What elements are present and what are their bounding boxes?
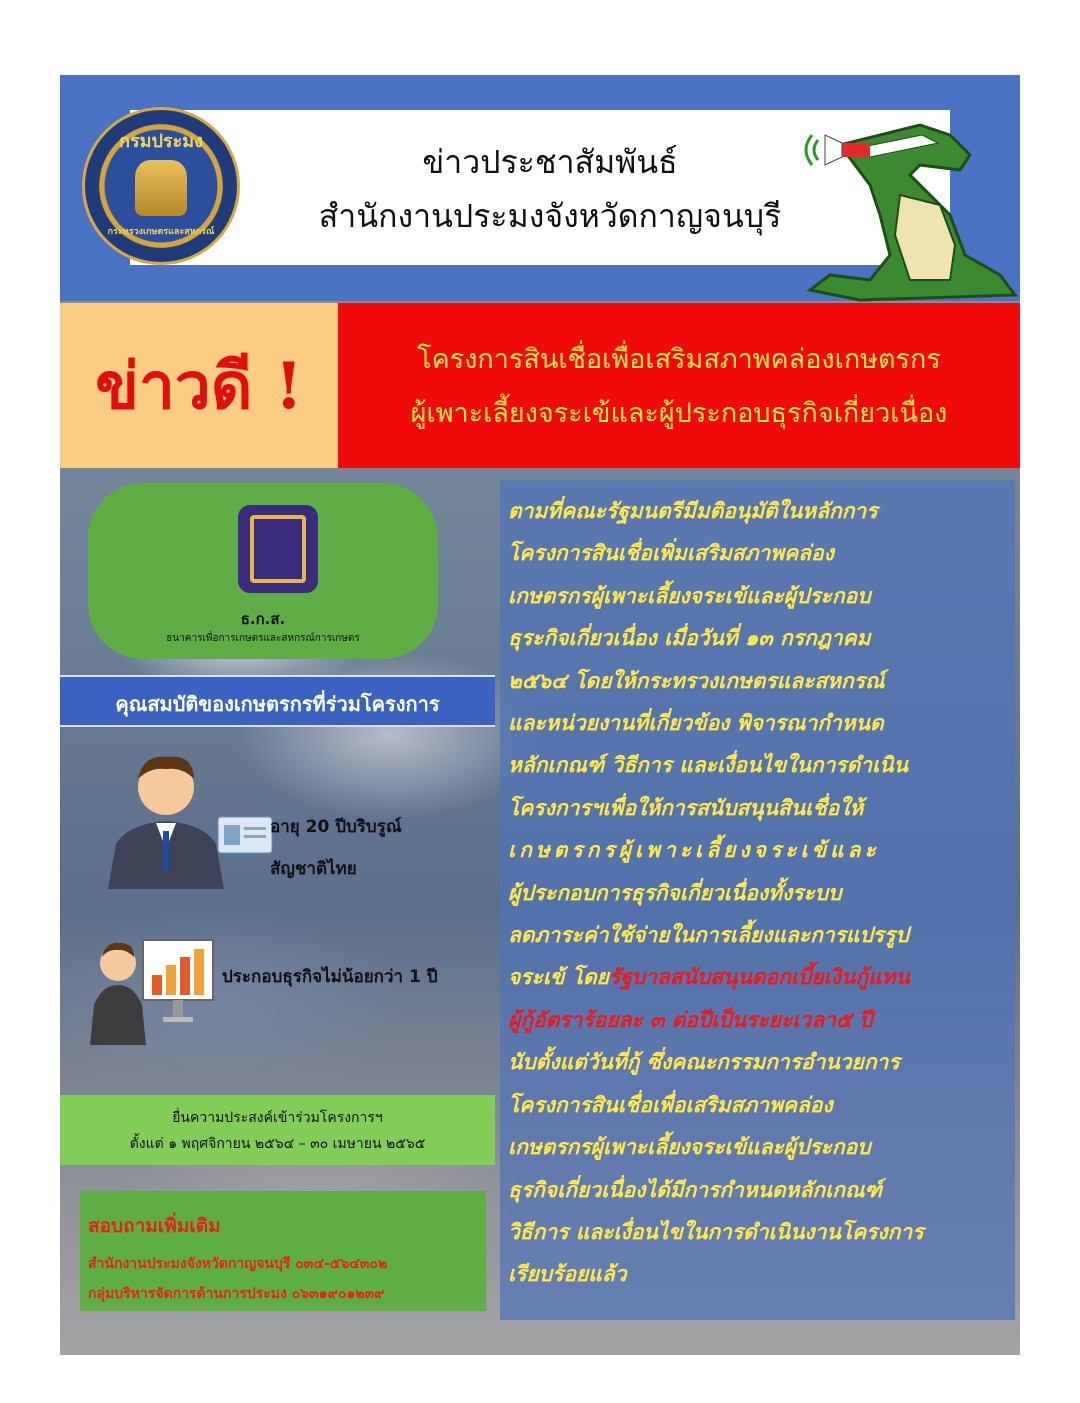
qualifications-banner [60,675,495,727]
body-line: ธุระกิจเกี่ยวเนื่อง เมื่อวันที่ ๑๓ กรกฎาคม [508,626,871,651]
header-title: ข่าวประชาสัมพันธ์ [422,143,678,181]
announcement-body-box [500,480,1015,1320]
contact-title: สอบถามเพิ่มเติม [88,1215,221,1237]
baac-abbreviation: ธ.ก.ส. [240,610,286,628]
baac-logo-icon [238,505,318,593]
seal-bottom-text: กระทรวงเกษตรและสหกรณ์ [107,227,215,237]
application-period-dates: ตั้งแต่ ๑ พฤศจิกายน ๒๕๖๔ – ๓๐ เมษายน ๒๕๖๕ [129,1136,426,1152]
application-period-title: ยื่นความประสงค์เข้าร่วมโครงการฯ [172,1110,383,1126]
body-highlight-subsidy: รัฐบาลสนับสนุนดอกเบี้ยเงินกู้แทน [608,965,910,990]
department-of-fisheries-seal [82,107,240,265]
body-line [508,956,1008,998]
qualifications-title: คุณสมบัติของเกษตรกรที่ร่วมโครงการ [115,692,440,716]
seal-top-text: กรมประมง [119,131,203,152]
application-period-box [60,1095,495,1165]
body-line: โครงการสินเชื่อเพื่อเสริมสภาพคล่อง [508,1092,833,1117]
body-line-prefix: จระเข้ โดย [508,965,609,990]
baac-full-name: ธนาคารเพื่อการเกษตรและสหกรณ์การเกษตร [166,633,360,644]
body-line: เกษตรกรผู้เพาะเลี้ยงจระเข้และผู้ประกอบ [508,583,871,608]
announcement-body-text [508,490,1008,1296]
body-line: โครงการฯเพื่อให้การสนับสนุนสินเชื่อให้ [508,795,864,820]
contact-box [80,1191,486,1311]
header-subtitle: สำนักงานประมงจังหวัดกาญจนบุรี [318,197,782,235]
contact-group-phone: กลุ่มบริหารจัดการด้านการประมง ๐๖๓๑๙๐๑๒๓๙ [88,1286,385,1302]
person-with-id-card-icon [98,749,278,889]
body-line: เรียบร้อยแล้ว [508,1262,627,1287]
body-line: ๒๕๖๔ โดยให้กระทรวงเกษตรและสหกรณ์ [508,668,885,693]
header-title-block [290,135,810,243]
qualification-nationality: สัญชาติไทย [270,859,357,879]
body-line: เกษตรกรผู้เพาะเลี้ยงจระเข้และ [508,838,880,863]
good-news-heading: ข่าวดี ! [95,349,303,424]
baac-logo-frame [250,515,306,583]
body-line: เกษตรกรผู้เพาะเลี้ยงจระเข้และผู้ประกอบ [508,1135,871,1160]
header-band [60,75,1020,301]
body-line: ตามที่คณะรัฐมนตรีมีมติอนุมัติในหลักการ [508,499,878,523]
project-title-box [338,303,1020,468]
project-title-line2: ผู้เพาะเลี้ยงจระเข้และผู้ประกอบธุรกิจเกี่ยวเนื่อง [410,398,948,429]
body-highlight-rate: ผู้กู้อัตราร้อยละ ๓ ต่อปีเป็นระยะเวลา๕ ปี [508,1007,873,1032]
body-line: และหน่วยงานที่เกี่ยวข้อง พิจารณากำหนด [508,711,884,736]
seal-emblem-icon [135,160,187,216]
body-line: ผู้ประกอบการธุรกิจเกี่ยวเนื่องทั้งระบบ [508,880,842,905]
project-title-line1: โครงการสินเชื่อเพื่อเสริมสภาพคล่องเกษตรกร [417,344,941,375]
crocodile-megaphone-icon [800,95,1020,305]
qualification-business: ประกอบธุรกิจไม่น้อยกว่า 1 ปี [222,967,438,987]
body-line: หลักเกณฑ์ วิธีการ และเงื่อนไขในการดำเนิน [508,753,908,778]
baac-card [88,483,438,659]
body-line: ลดภาระค่าใช้จ่ายในการเลี้ยงและการแปรรูป [508,923,909,948]
good-news-box [60,303,338,468]
body-line: นับตั้งแต่วันที่กู้ ซึ่งคณะกรรมการอำนวยการ [508,1050,900,1075]
contact-office-phone: สำนักงานประมงจังหวัดกาญจนบุรี ๐๓๔-๕๖๔๓๐๒ [88,1256,388,1272]
body-line: วิธีการ และเงื่อนไขในการดำเนินงานโครงการ [508,1219,924,1244]
body-line: โครงการสินเชื่อเพิ่มเสริมสภาพคล่อง [508,541,834,566]
project-title [338,333,1020,441]
poster [60,75,1020,1355]
body-line: ธุรกิจเกี่ยวเนื่องได้มีการกำหนดหลักเกณฑ์ [508,1177,882,1202]
businessman-chart-icon [88,935,218,1045]
qualification-age: อายุ 20 ปีบริบรูณ์ [270,817,402,837]
